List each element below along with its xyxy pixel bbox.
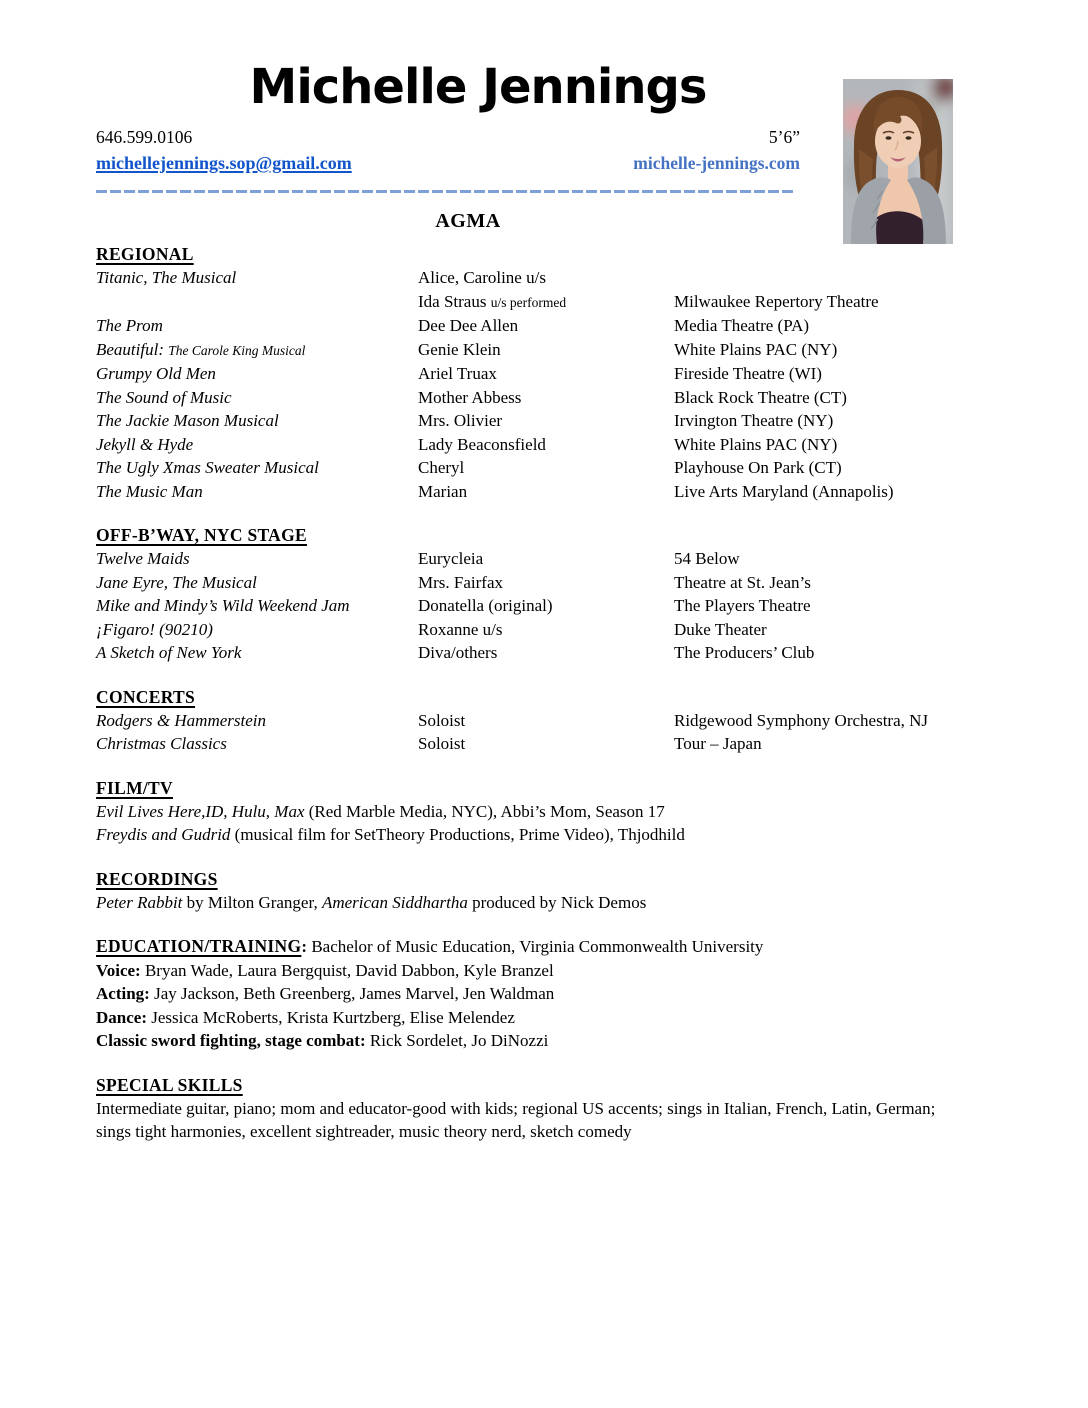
venue: Irvington Theatre (NY) bbox=[674, 411, 834, 430]
show-title: Christmas Classics bbox=[96, 734, 227, 753]
venue: Media Theatre (PA) bbox=[674, 316, 810, 335]
training-line: Classic sword fighting, stage combat: Rick Sordelet, Jo DiNozzi bbox=[96, 1031, 549, 1050]
role: Diva/others bbox=[418, 643, 498, 662]
table-row bbox=[96, 732, 1088, 756]
training-line: Voice: Bryan Wade, Laura Bergquist, David Dabbon, Kyle Branzel bbox=[96, 960, 554, 980]
show-title: The Jackie Mason Musical bbox=[96, 411, 279, 430]
table-row bbox=[96, 641, 1088, 665]
training-line: Dance: Jessica McRoberts, Krista Kurtzberg, Elise Melendez bbox=[96, 1007, 515, 1027]
venue: Theatre at St. Jean’s bbox=[674, 572, 811, 592]
show-title: Jane Eyre, The Musical bbox=[96, 572, 257, 592]
section-title-skills: SPECIAL SKILLS bbox=[96, 1074, 243, 1095]
role: Cheryl bbox=[418, 458, 465, 477]
section-offbway bbox=[96, 547, 1088, 665]
table-row bbox=[96, 290, 1088, 315]
role: Roxanne u/s bbox=[418, 619, 503, 639]
show-title: Titanic, The Musical bbox=[96, 268, 237, 287]
venue: Duke Theater bbox=[674, 619, 767, 639]
table-row bbox=[96, 338, 1088, 363]
show-title: Grumpy Old Men bbox=[96, 364, 216, 383]
show-title: The Sound of Music bbox=[96, 387, 232, 407]
table-row bbox=[96, 386, 1088, 410]
role: Soloist bbox=[418, 734, 466, 753]
section-title-filmtv: FILM/TV bbox=[96, 777, 173, 798]
venue: Black Rock Theatre (CT) bbox=[674, 387, 847, 407]
headshot-photo bbox=[843, 79, 953, 244]
role: Mother Abbess bbox=[418, 387, 522, 407]
table-row bbox=[96, 709, 1088, 733]
role: Soloist bbox=[418, 710, 466, 730]
show-title: The Ugly Xmas Sweater Musical bbox=[96, 458, 319, 477]
page-title: Michelle Jennings bbox=[249, 59, 707, 115]
section-filmtv bbox=[96, 800, 1088, 847]
venue: Fireside Theatre (WI) bbox=[674, 364, 822, 383]
role: Genie Klein bbox=[418, 339, 501, 359]
section-title-recordings: RECORDINGS bbox=[96, 868, 218, 889]
show-title: Jekyll & Hyde bbox=[96, 434, 194, 454]
section-title-education: EDUCATION/TRAINING bbox=[96, 936, 302, 956]
table-row bbox=[96, 480, 1088, 504]
section-education: EDUCATION/TRAINING: Bachelor of Music Education, Virginia Commonwealth University bbox=[96, 936, 764, 956]
venue: The Players Theatre bbox=[674, 596, 811, 615]
role: Marian bbox=[418, 481, 468, 501]
venue: Tour – Japan bbox=[674, 734, 762, 753]
table-row bbox=[96, 594, 1088, 618]
show-title: The Prom bbox=[96, 316, 163, 335]
venue: White Plains PAC (NY) bbox=[674, 434, 838, 454]
table-row bbox=[96, 547, 1088, 571]
union-affiliation: AGMA bbox=[435, 210, 501, 232]
show-title: Rodgers & Hammerstein bbox=[96, 710, 266, 730]
education-degree: Bachelor of Music Education, Virginia Commonwealth University bbox=[307, 937, 764, 956]
section-regional bbox=[96, 266, 1088, 503]
show-title: The Music Man bbox=[96, 481, 203, 501]
recording-credit: Peter Rabbit by Milton Granger, American Siddhartha produced by Nick Demos bbox=[96, 892, 647, 912]
section-title-concerts: CONCERTS bbox=[96, 686, 196, 707]
show-title: ¡Figaro! (90210) bbox=[96, 619, 213, 639]
email-link[interactable]: michellejennings.sop@gmail.com bbox=[96, 153, 352, 173]
show-title bbox=[96, 290, 418, 315]
role: Eurycleia bbox=[418, 549, 484, 568]
table-row bbox=[96, 409, 1088, 433]
role: Ariel Truax bbox=[418, 364, 497, 383]
website-link[interactable]: michelle-jennings.com bbox=[633, 153, 800, 173]
table-row bbox=[96, 571, 1088, 595]
table-row bbox=[96, 618, 1088, 642]
role: Ida Straus u/s performed bbox=[418, 291, 567, 311]
role: Mrs. Olivier bbox=[418, 411, 503, 430]
venue: Milwaukee Repertory Theatre bbox=[674, 291, 879, 311]
role: Dee Dee Allen bbox=[418, 316, 519, 335]
table-row bbox=[96, 362, 1088, 386]
role: Donatella (original) bbox=[418, 596, 553, 615]
section-concerts bbox=[96, 709, 1088, 756]
show-title: Twelve Maids bbox=[96, 549, 190, 568]
venue: Live Arts Maryland (Annapolis) bbox=[674, 481, 894, 501]
training-line: Acting: Jay Jackson, Beth Greenberg, James Marvel, Jen Waldman bbox=[96, 984, 555, 1003]
height-value: 5’6” bbox=[768, 127, 800, 147]
role: Mrs. Fairfax bbox=[418, 572, 503, 592]
section-title-regional: REGIONAL bbox=[96, 244, 194, 264]
filmtv-credit: Evil Lives Here,ID, Hulu, Max (Red Marble Media, NYC), Abbi’s Mom, Season 17 bbox=[96, 801, 665, 821]
section-title-offbway: OFF-B’WAY, NYC STAGE bbox=[96, 525, 308, 545]
venue: The Producers’ Club bbox=[674, 643, 815, 662]
venue: 54 Below bbox=[674, 549, 740, 568]
special-skills-text: Intermediate guitar, piano; mom and educator-good with kids; regional US accents; sings in Italian, French, Latin, German; sings tight harmonies, excellent sightreader, music theory nerd, sketch comedy bbox=[96, 1098, 936, 1141]
venue bbox=[674, 266, 1088, 290]
divider-line bbox=[96, 190, 796, 193]
show-title: A Sketch of New York bbox=[96, 643, 242, 662]
phone-number: 646.599.0106 bbox=[96, 127, 193, 147]
venue: Playhouse On Park (CT) bbox=[674, 458, 842, 477]
section-recordings bbox=[96, 891, 1088, 915]
role: Lady Beaconsfield bbox=[418, 434, 546, 454]
show-title: Beautiful: The Carole King Musical bbox=[96, 339, 306, 359]
venue: White Plains PAC (NY) bbox=[674, 339, 838, 359]
venue: Ridgewood Symphony Orchestra, NJ bbox=[674, 710, 929, 730]
contact-block bbox=[96, 126, 800, 176]
role: Alice, Caroline u/s bbox=[418, 268, 546, 287]
education-lines bbox=[96, 959, 1088, 1053]
show-title: Mike and Mindy’s Wild Weekend Jam bbox=[96, 596, 350, 615]
table-row bbox=[96, 456, 1088, 480]
table-row bbox=[96, 314, 1088, 338]
filmtv-credit: Freydis and Gudrid (musical film for SetTheory Productions, Prime Video), Thjodhild bbox=[96, 825, 685, 844]
table-row bbox=[96, 266, 1088, 290]
table-row bbox=[96, 433, 1088, 457]
